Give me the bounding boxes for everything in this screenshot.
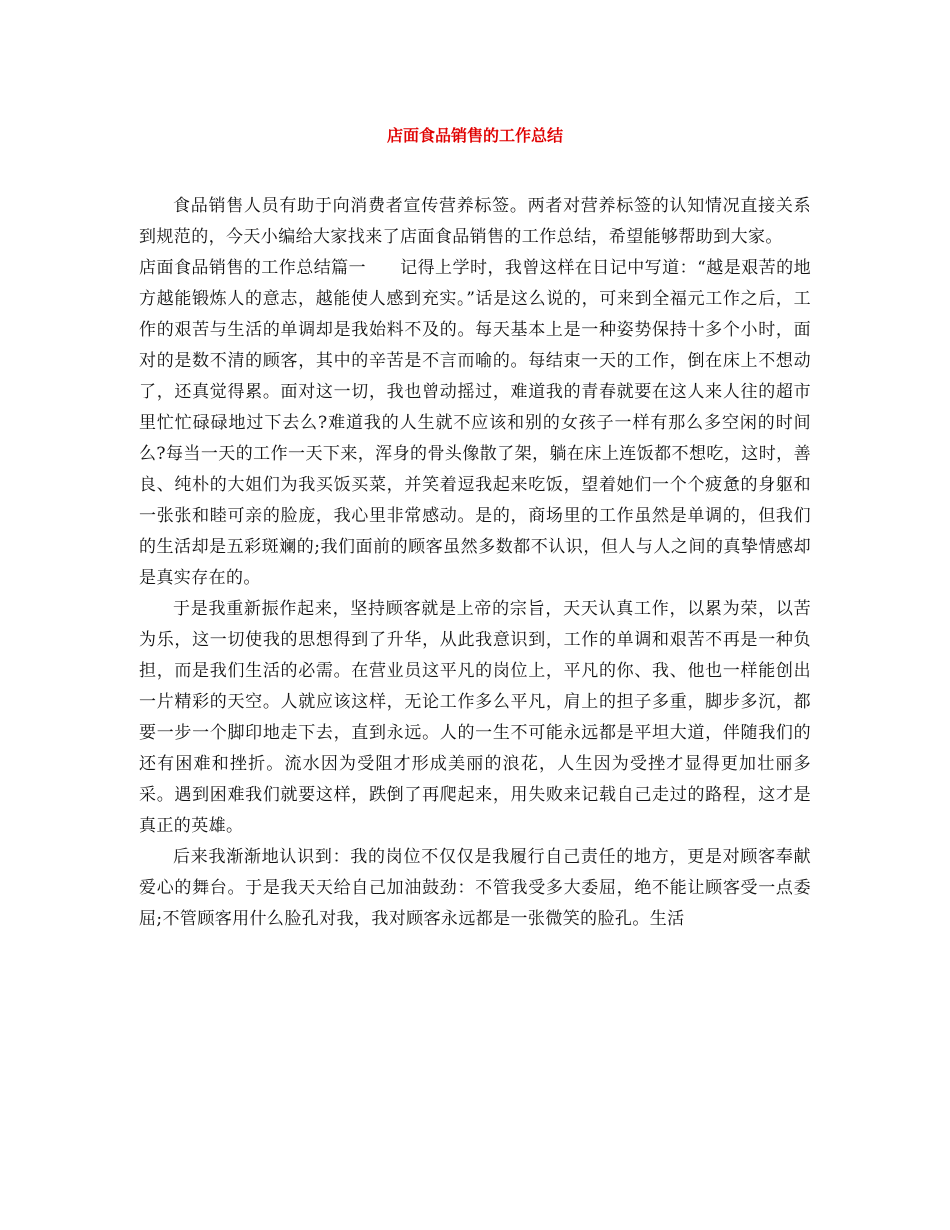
section-paragraph	[139, 253, 811, 594]
document-body	[139, 191, 811, 935]
page-title: 店面食品销售的工作总结	[386, 126, 563, 145]
intro-paragraph: 食品销售人员有助于向消费者宣传营养标签。两者对营养标签的认知情况直接关系到规范的，今天小编给大家找来了店面食品销售的工作总结，希望能够帮助到大家。	[139, 196, 811, 247]
document-page	[139, 0, 811, 1230]
body-paragraph: 后来我渐渐地认识到：我的岗位不仅仅是我履行自己责任的地方，更是对顾客奉献爱心的舞台。于是我天天给自己加油鼓劲：不管我受多大委屈，绝不能让顾客受一点委屈;不管顾客用什么脸孔对我，我对顾客永远都是一张微笑的脸孔。生活	[139, 847, 811, 929]
body-paragraph: 于是我重新振作起来，坚持顾客就是上帝的宗旨，天天认真工作，以累为荣，以苦为乐，这一切使我的思想得到了升华，从此我意识到，工作的单调和艰苦不再是一种负担，而是我们生活的必需。在营业员这平凡的岗位上，平凡的你、我、他也一样能创出一片精彩的天空。人就应该这样，无论工作多么平凡，肩上的担子多重，脚步多沉，都要一步一个脚印地走下去，直到永远。人的一生不可能永远都是平坦大道，伴随我们的还有困难和挫折。流水因为受阻才形成美丽的浪花，人生因为受挫才显得更加壮丽多采。遇到困难我们就要这样，跌倒了再爬起来，用失败来记载自己走过的路程，这才是真正的英雄。	[139, 599, 811, 836]
section-heading: 店面食品销售的工作总结篇一	[139, 258, 367, 278]
section-first-paragraph-text: 记得上学时，我曾这样在日记中写道：“越是艰苦的地方越能锻炼人的意志，越能使人感到充实。”话是这么说的，可来到全福元工作之后，工作的艰苦与生活的单调却是我始料不及的。每天基本上是一种姿势保持十多个小时，面对的是数不清的顾客，其中的辛苦是不言而喻的。每结束一天的工作，倒在床上不想动了，还真觉得累。面对这一切，我也曾动摇过，难道我的青春就要在这人来人往的超市里忙忙碌碌地过下去么?难道我的人生就不应该和别的女孩子一样有那么多空闲的时间么?每当一天的工作一天下来，浑身的骨头像散了架，躺在床上连饭都不想吃，这时，善良、纯朴的大姐们为我买饭买菜，并笑着逗我起来吃饭，望着她们一个个疲惫的身躯和一张张和睦可亲的脸庞，我心里非常感动。是的，商场里的工作虽然是单调的，但我们的生活却是五彩斑斓的;我们面前的顾客虽然多数都不认识，但人与人之间的真挚情感却是真实存在的。	[139, 258, 811, 588]
